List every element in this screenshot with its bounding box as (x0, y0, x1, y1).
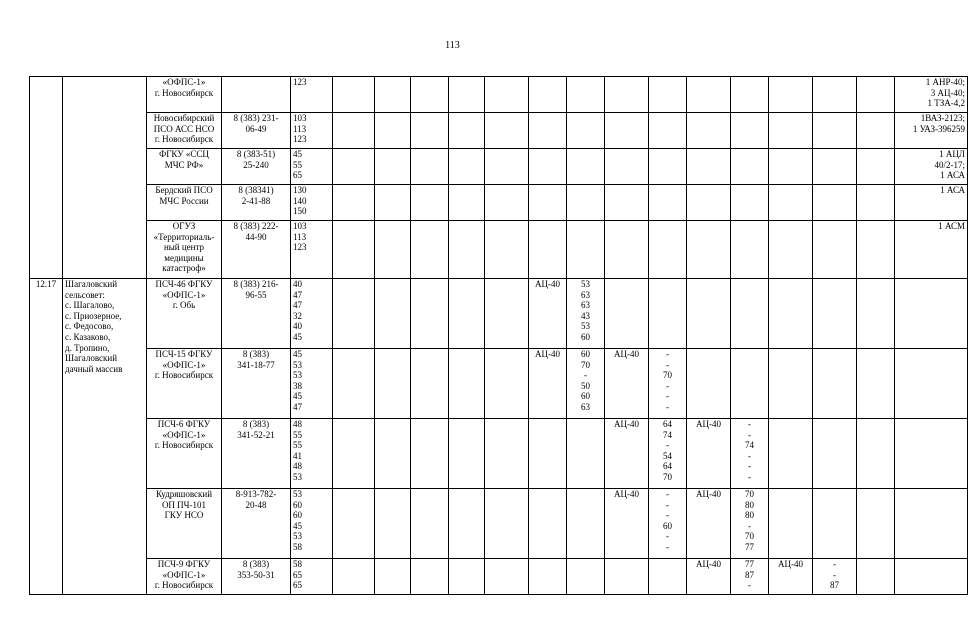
arrival-time (567, 419, 605, 489)
arrival-time (649, 149, 687, 185)
vehicle-type: АЦ-40 (687, 489, 731, 559)
arrival-time (731, 185, 769, 221)
row-number (30, 77, 63, 279)
vehicle-cell (449, 113, 485, 149)
vehicle-cell (333, 419, 375, 489)
vehicle-cell (375, 185, 411, 221)
arrival-time: - - - 60 - - (649, 489, 687, 559)
unit-phone: 8 (383) 231- 06-49 (222, 113, 291, 149)
arrival-time (567, 113, 605, 149)
vehicle-type: АЦ-40 (529, 279, 567, 349)
vehicle-type (769, 185, 813, 221)
vehicle-cell (411, 77, 449, 113)
vehicle-cell (485, 489, 529, 559)
vehicle-type: АЦ-40 (605, 419, 649, 489)
vehicle-cell (375, 149, 411, 185)
distance-values: 45 53 53 38 45 47 (291, 349, 333, 419)
vehicle-cell (333, 149, 375, 185)
arrival-time (731, 279, 769, 349)
vehicle-type (529, 185, 567, 221)
vehicle-type (769, 279, 813, 349)
vehicle-type (687, 221, 731, 279)
fire-unit-name: Кудряшовский ОП ПЧ-101 ГКУ НСО (147, 489, 222, 559)
arrival-time (649, 559, 687, 595)
vehicle-type: АЦ-40 (687, 419, 731, 489)
vehicle-cell (485, 185, 529, 221)
vehicle-cell (857, 349, 895, 419)
vehicle-cell (485, 221, 529, 279)
vehicle-cell (449, 349, 485, 419)
arrival-time (731, 349, 769, 419)
vehicle-type (687, 349, 731, 419)
vehicle-type (529, 419, 567, 489)
vehicle-cell (857, 279, 895, 349)
equipment-list: 1 АСА (895, 185, 968, 221)
arrival-time (731, 77, 769, 113)
arrival-time: 53 63 63 43 53 60 (567, 279, 605, 349)
vehicle-cell (857, 77, 895, 113)
vehicle-cell (333, 77, 375, 113)
settlement-name: Шагаловский сельсовет: с. Шагалово, с. Приозерное, с. Федосово, с. Казаково, д. Тропино, Шагаловский дачный массив (63, 279, 147, 595)
unit-phone: 8 (383) 216- 96-55 (222, 279, 291, 349)
vehicle-type (529, 113, 567, 149)
vehicle-type: АЦ-40 (769, 559, 813, 595)
vehicle-cell (485, 149, 529, 185)
vehicle-type (687, 279, 731, 349)
arrival-time: - - 74 - - - (731, 419, 769, 489)
vehicle-cell (449, 489, 485, 559)
vehicle-cell (857, 185, 895, 221)
vehicle-cell (411, 279, 449, 349)
vehicle-type (529, 489, 567, 559)
distance-values: 53 60 60 45 53 58 (291, 489, 333, 559)
arrival-time (649, 77, 687, 113)
vehicle-type (687, 113, 731, 149)
arrival-time (813, 489, 857, 559)
distance-values: 48 55 55 41 48 53 (291, 419, 333, 489)
page-number: 113 (445, 40, 460, 51)
distance-values: 40 47 47 32 40 45 (291, 279, 333, 349)
fire-unit-name: «ОФПС-1» г. Новосибирск (147, 77, 222, 113)
arrival-time (813, 185, 857, 221)
vehicle-type (769, 349, 813, 419)
vehicle-cell (485, 349, 529, 419)
arrival-time: 77 87 - (731, 559, 769, 595)
vehicle-type (687, 77, 731, 113)
unit-phone: 8 (383) 222- 44-90 (222, 221, 291, 279)
vehicle-type: АЦ-40 (529, 349, 567, 419)
table-row (30, 185, 968, 221)
vehicle-cell (375, 419, 411, 489)
vehicle-cell (485, 559, 529, 595)
row-number: 12.17 (30, 279, 63, 595)
distance-values: 45 55 65 (291, 149, 333, 185)
arrival-time (813, 419, 857, 489)
arrival-time (731, 149, 769, 185)
equipment-list (895, 349, 968, 419)
vehicle-cell (411, 489, 449, 559)
vehicle-cell (411, 185, 449, 221)
vehicle-type: АЦ-40 (605, 489, 649, 559)
table-row (30, 419, 968, 489)
equipment-list (895, 489, 968, 559)
arrival-time (649, 185, 687, 221)
vehicle-type: АЦ-40 (687, 559, 731, 595)
vehicle-type (605, 559, 649, 595)
arrival-time (731, 113, 769, 149)
vehicle-type (687, 185, 731, 221)
table-row (30, 77, 968, 113)
vehicle-cell (375, 77, 411, 113)
vehicle-type (605, 113, 649, 149)
vehicle-cell (375, 559, 411, 595)
vehicle-cell (333, 113, 375, 149)
vehicle-cell (857, 559, 895, 595)
vehicle-type (769, 221, 813, 279)
vehicle-type (769, 149, 813, 185)
distance-values: 123 (291, 77, 333, 113)
vehicle-cell (411, 419, 449, 489)
equipment-list: 1 АЦЛ 40/2-17; 1 АСА (895, 149, 968, 185)
vehicle-cell (857, 221, 895, 279)
table-row (30, 559, 968, 595)
vehicle-type (529, 221, 567, 279)
vehicle-cell (375, 349, 411, 419)
arrival-time (813, 149, 857, 185)
arrival-time (567, 489, 605, 559)
arrival-time (813, 113, 857, 149)
arrival-time (813, 279, 857, 349)
vehicle-type (529, 149, 567, 185)
vehicle-type (529, 559, 567, 595)
table-row (30, 113, 968, 149)
arrival-time: - - 87 (813, 559, 857, 595)
unit-phone: 8 (38341) 2-41-88 (222, 185, 291, 221)
arrival-time (567, 559, 605, 595)
arrival-time (567, 77, 605, 113)
vehicle-cell (411, 221, 449, 279)
arrival-time (649, 221, 687, 279)
vehicle-type (769, 77, 813, 113)
fire-unit-name: ПСЧ-15 ФГКУ «ОФПС-1» г. Новосибирск (147, 349, 222, 419)
vehicle-cell (857, 419, 895, 489)
fire-unit-name: Новосибирский ПСО АСС НСО г. Новосибирск (147, 113, 222, 149)
vehicle-cell (485, 419, 529, 489)
vehicle-cell (411, 113, 449, 149)
arrival-time (649, 279, 687, 349)
vehicle-type (605, 149, 649, 185)
equipment-list: 1 АНР-40; 3 АЦ-40; 1 ТЗА-4,2 (895, 77, 968, 113)
arrival-time (567, 149, 605, 185)
distance-values: 58 65 65 (291, 559, 333, 595)
vehicle-type (687, 149, 731, 185)
vehicle-cell (411, 559, 449, 595)
arrival-time (813, 77, 857, 113)
vehicle-cell (333, 349, 375, 419)
vehicle-cell (485, 113, 529, 149)
vehicle-cell (449, 279, 485, 349)
unit-phone: 8-913-782- 20-48 (222, 489, 291, 559)
arrival-time: 64 74 - 54 64 70 (649, 419, 687, 489)
vehicle-cell (333, 185, 375, 221)
vehicle-cell (449, 185, 485, 221)
vehicle-type (769, 419, 813, 489)
distance-values: 103 113 123 (291, 113, 333, 149)
fire-unit-name: ПСЧ-46 ФГКУ «ОФПС-1» г. Обь (147, 279, 222, 349)
vehicle-type (605, 279, 649, 349)
arrival-time (649, 113, 687, 149)
vehicle-cell (375, 221, 411, 279)
table-row (30, 279, 968, 349)
vehicle-cell (333, 489, 375, 559)
vehicle-type (769, 113, 813, 149)
vehicle-cell (449, 149, 485, 185)
vehicle-cell (375, 113, 411, 149)
unit-phone: 8 (383) 341-18-77 (222, 349, 291, 419)
vehicle-cell (333, 221, 375, 279)
arrival-time (813, 221, 857, 279)
equipment-list (895, 419, 968, 489)
vehicle-cell (485, 279, 529, 349)
fire-unit-name: Бердский ПСО МЧС России (147, 185, 222, 221)
vehicle-cell (333, 279, 375, 349)
fire-unit-name: ФГКУ «ССЦ МЧС РФ» (147, 149, 222, 185)
table-row (30, 149, 968, 185)
arrival-time (567, 185, 605, 221)
vehicle-type: АЦ-40 (605, 349, 649, 419)
arrival-time (731, 221, 769, 279)
arrival-time (813, 349, 857, 419)
settlement-name (63, 77, 147, 279)
vehicle-cell (375, 489, 411, 559)
arrival-time (567, 221, 605, 279)
distance-values: 130 140 150 (291, 185, 333, 221)
unit-phone: 8 (383-51) 25-240 (222, 149, 291, 185)
vehicle-type (605, 77, 649, 113)
vehicle-cell (857, 113, 895, 149)
arrival-time: - - 70 - - - (649, 349, 687, 419)
equipment-list: 1 АСМ (895, 221, 968, 279)
arrival-time: 70 80 80 - 70 77 (731, 489, 769, 559)
table-row (30, 221, 968, 279)
vehicle-cell (449, 77, 485, 113)
equipment-list (895, 279, 968, 349)
vehicle-cell (485, 77, 529, 113)
vehicle-cell (411, 149, 449, 185)
arrival-time: 60 70 - 50 60 63 (567, 349, 605, 419)
unit-phone: 8 (383) 341-52-21 (222, 419, 291, 489)
vehicle-type (605, 221, 649, 279)
table-row (30, 489, 968, 559)
vehicle-type (769, 489, 813, 559)
vehicle-cell (333, 559, 375, 595)
vehicle-type (605, 185, 649, 221)
fire-coverage-table (29, 76, 968, 595)
vehicle-cell (449, 419, 485, 489)
vehicle-cell (857, 149, 895, 185)
fire-unit-name: ПСЧ-6 ФГКУ «ОФПС-1» г. Новосибирск (147, 419, 222, 489)
table-row (30, 349, 968, 419)
vehicle-cell (375, 279, 411, 349)
equipment-list: 1ВАЗ-2123; 1 УАЗ-396259 (895, 113, 968, 149)
vehicle-cell (411, 349, 449, 419)
vehicle-cell (449, 221, 485, 279)
fire-unit-name: ПСЧ-9 ФГКУ «ОФПС-1» г. Новосибирск (147, 559, 222, 595)
equipment-list (895, 559, 968, 595)
unit-phone: 8 (383) 353-50-31 (222, 559, 291, 595)
fire-unit-name: ОГУЗ «Территориаль- ный центр медицины катастроф» (147, 221, 222, 279)
distance-values: 103 113 123 (291, 221, 333, 279)
vehicle-cell (857, 489, 895, 559)
unit-phone (222, 77, 291, 113)
vehicle-cell (449, 559, 485, 595)
vehicle-type (529, 77, 567, 113)
